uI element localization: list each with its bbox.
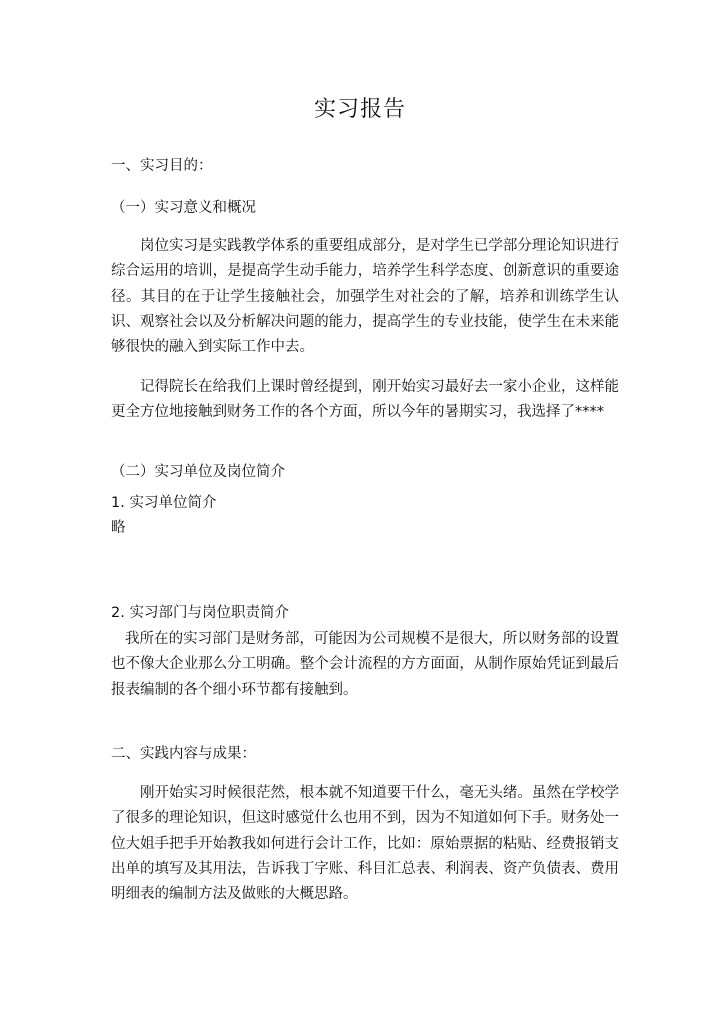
document-title: 实习报告 — [313, 97, 406, 122]
paragraph-department: 我所在的实习部门是财务部，可能因为公司规模不是很大，所以财务部的设置也不像大企业那么分工明确。整个会计流程的方方面面，从制作原始凭证到最后报表编制的各个细小环节都有接触到。 — [111, 631, 619, 698]
paragraph-choice: 记得院长在给我们上课时曾经提到，刚开始实习最好去一家小企业，这样能更全方位地接触到财务工作的各个方面，所以今年的暑期实习，我选择了**** — [111, 379, 619, 421]
section-heading-practice: 二、实践内容与成果： — [111, 746, 256, 762]
paragraph-significance: 岗位实习是实践教学体系的重要组成部分，是对学生已学部分理论知识进行综合运用的培训，是提高学生动手能力，培养学生科学态度、创新意识的重要途径。其目的在于让学生接触社会，加强学生对社会的了解，培养和训练学生认识、观察社会以及分析解决问题的能力，提高学生的专业技能，使学生在未来能够很快的融入到实际工作中去。 — [111, 238, 619, 356]
item-body-omitted: 略 — [111, 520, 126, 536]
subsection-heading-significance: （一）实习意义和概况 — [111, 200, 256, 216]
section-heading-purpose: 一、实习目的： — [111, 158, 213, 174]
item-heading-unit-intro: 1. 实习单位简介 — [111, 495, 217, 511]
item-heading-department: 2. 实习部门与岗位职责简介 — [111, 605, 289, 621]
paragraph-practice: 刚开始实习时候很茫然，根本就不知道要干什么，毫无头绪。虽然在学校学了很多的理论知识，但这时感觉什么也用不到，因为不知道如何下手。财务处一位大姐手把手开始教我如何进行会计工作，比如：原始票据的粘贴、经费报销支出单的填写及其用法，告诉我丁字账、科目汇总表、利润表、资产负债表、费用明细表的编制方法及做账的大概思路。 — [111, 785, 619, 903]
subsection-heading-unit: （二）实习单位及岗位简介 — [111, 464, 285, 480]
